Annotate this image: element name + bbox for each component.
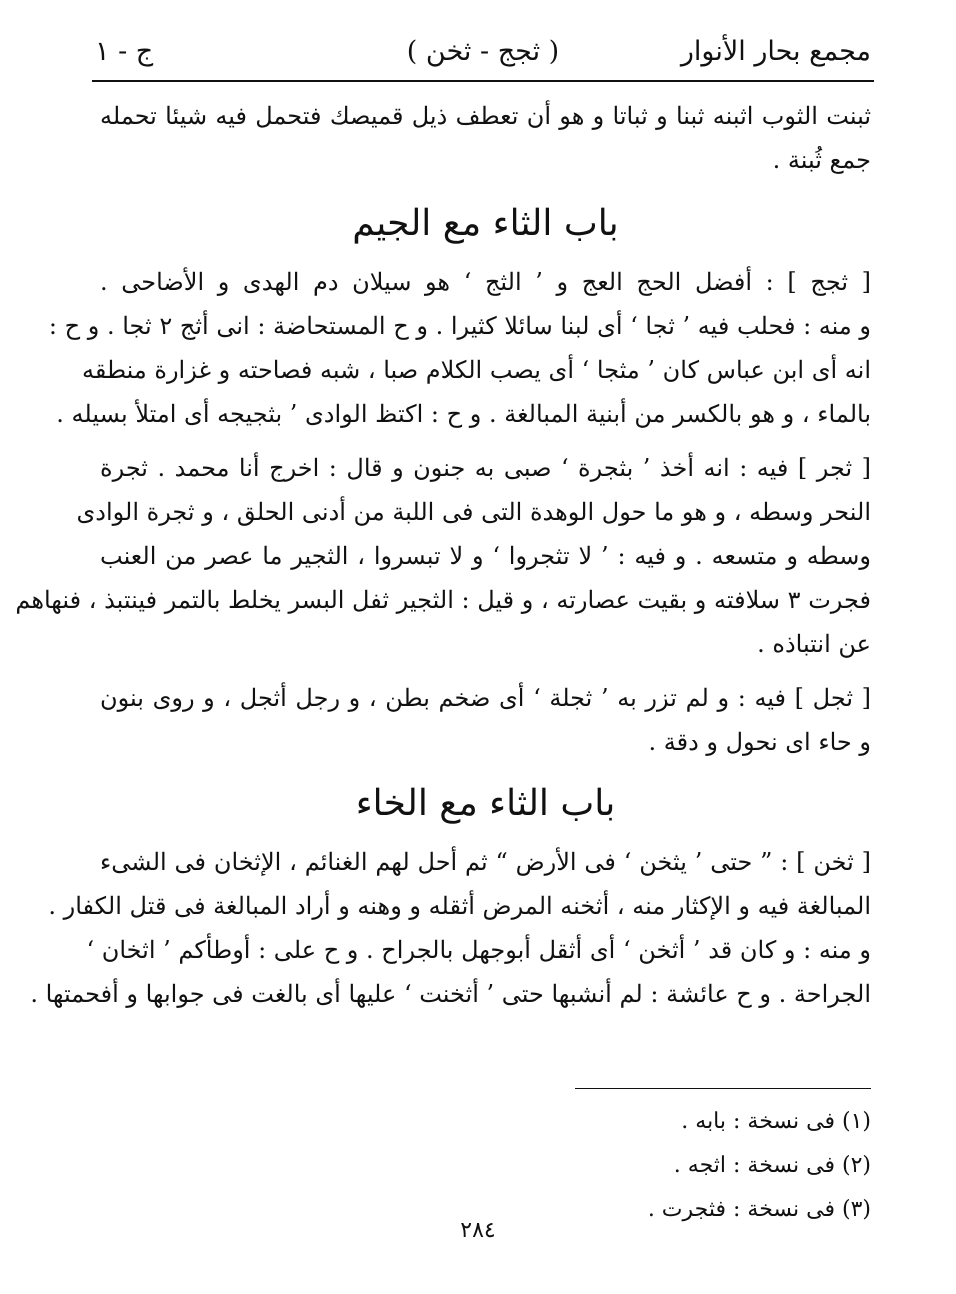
footnote: (١) فى نسخة : بابه . xyxy=(681,1109,871,1134)
text-line: وسطه و متسعه . و فيه : ’ لا تثجروا ‘ و لا تبسروا ، الثجير ما عصر من العنب xyxy=(100,542,871,570)
footnote: (٢) فى نسخة : اثجه . xyxy=(673,1153,871,1178)
page-number: ٢٨٤ xyxy=(460,1218,496,1243)
entry-thajl xyxy=(100,676,871,764)
text-line: و حاء اى نحول و دقة . xyxy=(648,728,871,756)
text-line: انه أى ابن عباس كان ’ مثجا ‘ أى يصب الكلام صبا ، شبه فصاحته و غزارة منطقه xyxy=(81,356,871,384)
text-line: فجرت ٣ سلافته و بقيت عصارته ، و قيل : الثجير ثفل البسر يخلط بالتمر فينتبذ ، فنهاهم xyxy=(15,586,871,614)
text-line: [ ثجل ] فيه : و لم تزر به ’ ثجلة ‘ أى ضخم بطن ، و رجل أثجل ، و روى بنون xyxy=(100,684,871,712)
text-line: و منه : و كان قد ’ أثخن ‘ أى أثقل أبوجهل بالجراح . و ح على : أوطأكم ’ اثخان ‘ xyxy=(86,936,871,964)
text-line: [ ثخن ] : ” حتى ’ يثخن ‘ فى الأرض “ ثم أحل لهم الغنائم ، الإثخان فى الشىء xyxy=(100,848,872,876)
text-line: المبالغة فيه و الإكثار منه ، أثخنه المرض أثقله و وهنه و أراد المبالغة فى قتل الكفار . xyxy=(48,892,871,920)
entry-thajr xyxy=(15,446,871,666)
entry-thajj xyxy=(48,260,871,436)
text-line: ثبنت الثوب اثبنه ثبنا و ثباتا و هو أن تعطف ذيل قميصك فتحمل فيه شيئا تحمله xyxy=(100,102,871,130)
section-range: ( ثجج - ثخن ) xyxy=(406,36,560,67)
text-line: النحر وسطه ، و هو ما حول الوهدة التى فى اللبة من أدنى الحلق ، و ثجرة الوادى xyxy=(76,498,871,526)
text-line: و منه : فحلب فيه ’ ثجا ‘ أى لبنا سائلا كثيرا . و ح المستحاضة : انى أثج ٢ ثجا . و ح : xyxy=(48,312,871,340)
text-line: جمع ثُبنة . xyxy=(772,146,871,174)
footnotes xyxy=(648,1100,871,1232)
book-title: مجمع بحار الأنوار xyxy=(680,36,871,67)
entry-thakhn xyxy=(30,840,872,1016)
text-line: [ ثجج ] : أفضل الحج العج و ’ الثج ‘ هو سيلان دم الهدى و الأضاحى . xyxy=(100,268,871,296)
text-line: [ ثجر ] فيه : انه أخذ ’ بثجرة ‘ صبى به جنون و قال : اخرج أنا محمد . ثجرة xyxy=(100,454,871,482)
text-line: بالماء ، و هو بالكسر من أبنية المبالغة . و ح : اكتظ الوادى ’ بثجيجه أى امتلأ بسيله . xyxy=(56,400,871,428)
section-heading: باب الثاء مع الجيم xyxy=(352,203,619,244)
text-line: الجراحة . و ح عائشة : لم أنشبها حتى ’ أثخنت ‘ عليها أى بالغت فى جوابها و أفحمتها . xyxy=(30,980,871,1008)
text-line: عن انتباذه . xyxy=(757,630,871,658)
main-text xyxy=(15,94,872,1016)
running-header xyxy=(95,30,871,80)
volume-number: ج - ١ xyxy=(95,36,154,67)
section-heading: باب الثاء مع الخاء xyxy=(355,783,616,824)
footnote: (٣) فى نسخة : فثجرت . xyxy=(647,1197,871,1222)
header-rule xyxy=(92,80,874,82)
footnote-rule xyxy=(575,1088,871,1089)
